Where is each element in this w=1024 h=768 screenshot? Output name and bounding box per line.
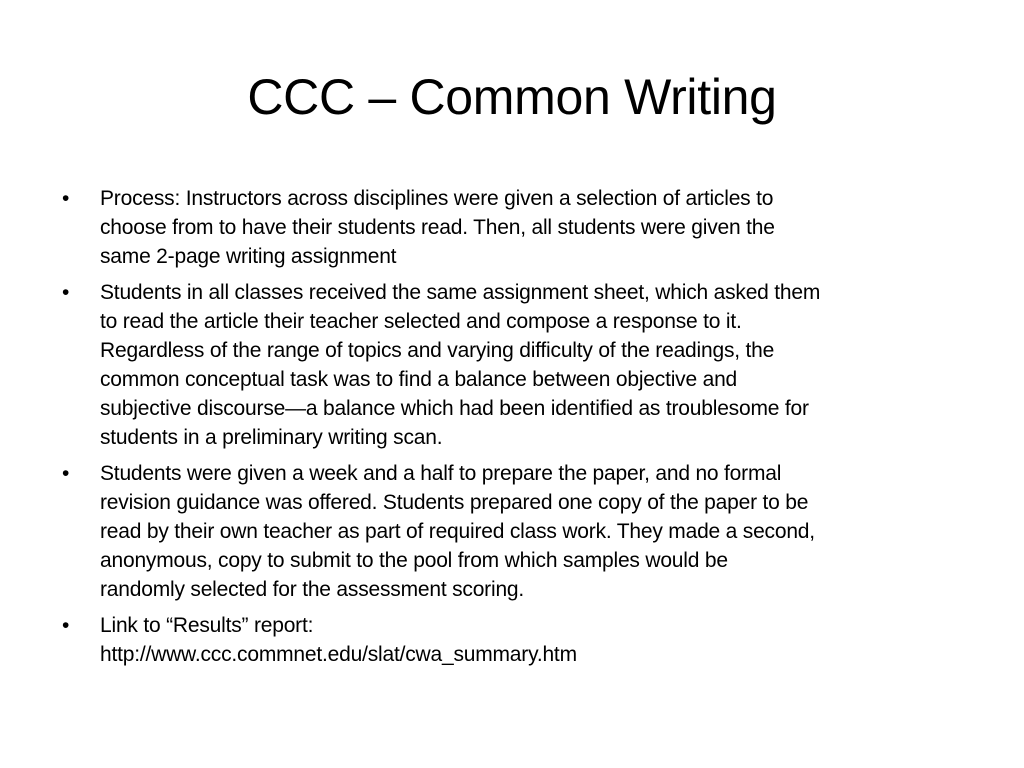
bullet-line: same 2-page writing assignment (100, 245, 397, 268)
bullet-line: students in a preliminary writing scan. (100, 426, 443, 449)
bullet-line: anonymous, copy to submit to the pool from which samples would be (100, 549, 728, 572)
bullet-item-results-link (62, 611, 962, 669)
bullet-marker: • (62, 462, 70, 485)
bullet-text (100, 611, 962, 669)
bullet-list (62, 184, 962, 676)
bullet-text (100, 278, 962, 452)
bullet-line: Students were given a week and a half to prepare the paper, and no formal (100, 462, 782, 485)
bullet-marker: • (62, 187, 70, 210)
slide-title: CCC – Common Writing (247, 69, 777, 125)
results-url-text: http://www.ccc.commnet.edu/slat/cwa_summary.htm (100, 643, 577, 666)
bullet-item-timeline (62, 459, 962, 604)
bullet-line: revision guidance was offered. Students prepared one copy of the paper to be (100, 491, 809, 514)
bullet-line: choose from to have their students read. Then, all students were given the (100, 216, 775, 239)
bullet-line: Process: Instructors across disciplines were given a selection of articles to (100, 187, 774, 210)
bullet-marker: • (62, 281, 70, 304)
bullet-item-assignment-sheet (62, 278, 962, 452)
bullet-line: to read the article their teacher selected and compose a response to it. (100, 310, 742, 333)
bullet-marker: • (62, 614, 70, 637)
bullet-text (100, 459, 962, 604)
bullet-line: read by their own teacher as part of required class work. They made a second, (100, 520, 815, 543)
bullet-item-process (62, 184, 962, 271)
bullet-text (100, 184, 962, 271)
bullet-line: Students in all classes received the same assignment sheet, which asked them (100, 281, 821, 304)
bullet-line: common conceptual task was to find a balance between objective and (100, 368, 738, 391)
bullet-line: Regardless of the range of topics and varying difficulty of the readings, the (100, 339, 775, 362)
bullet-line: subjective discourse—a balance which had been identified as troublesome for (100, 397, 809, 420)
bullet-line: Link to “Results” report: (100, 614, 314, 637)
bullet-line: randomly selected for the assessment scoring. (100, 578, 525, 601)
